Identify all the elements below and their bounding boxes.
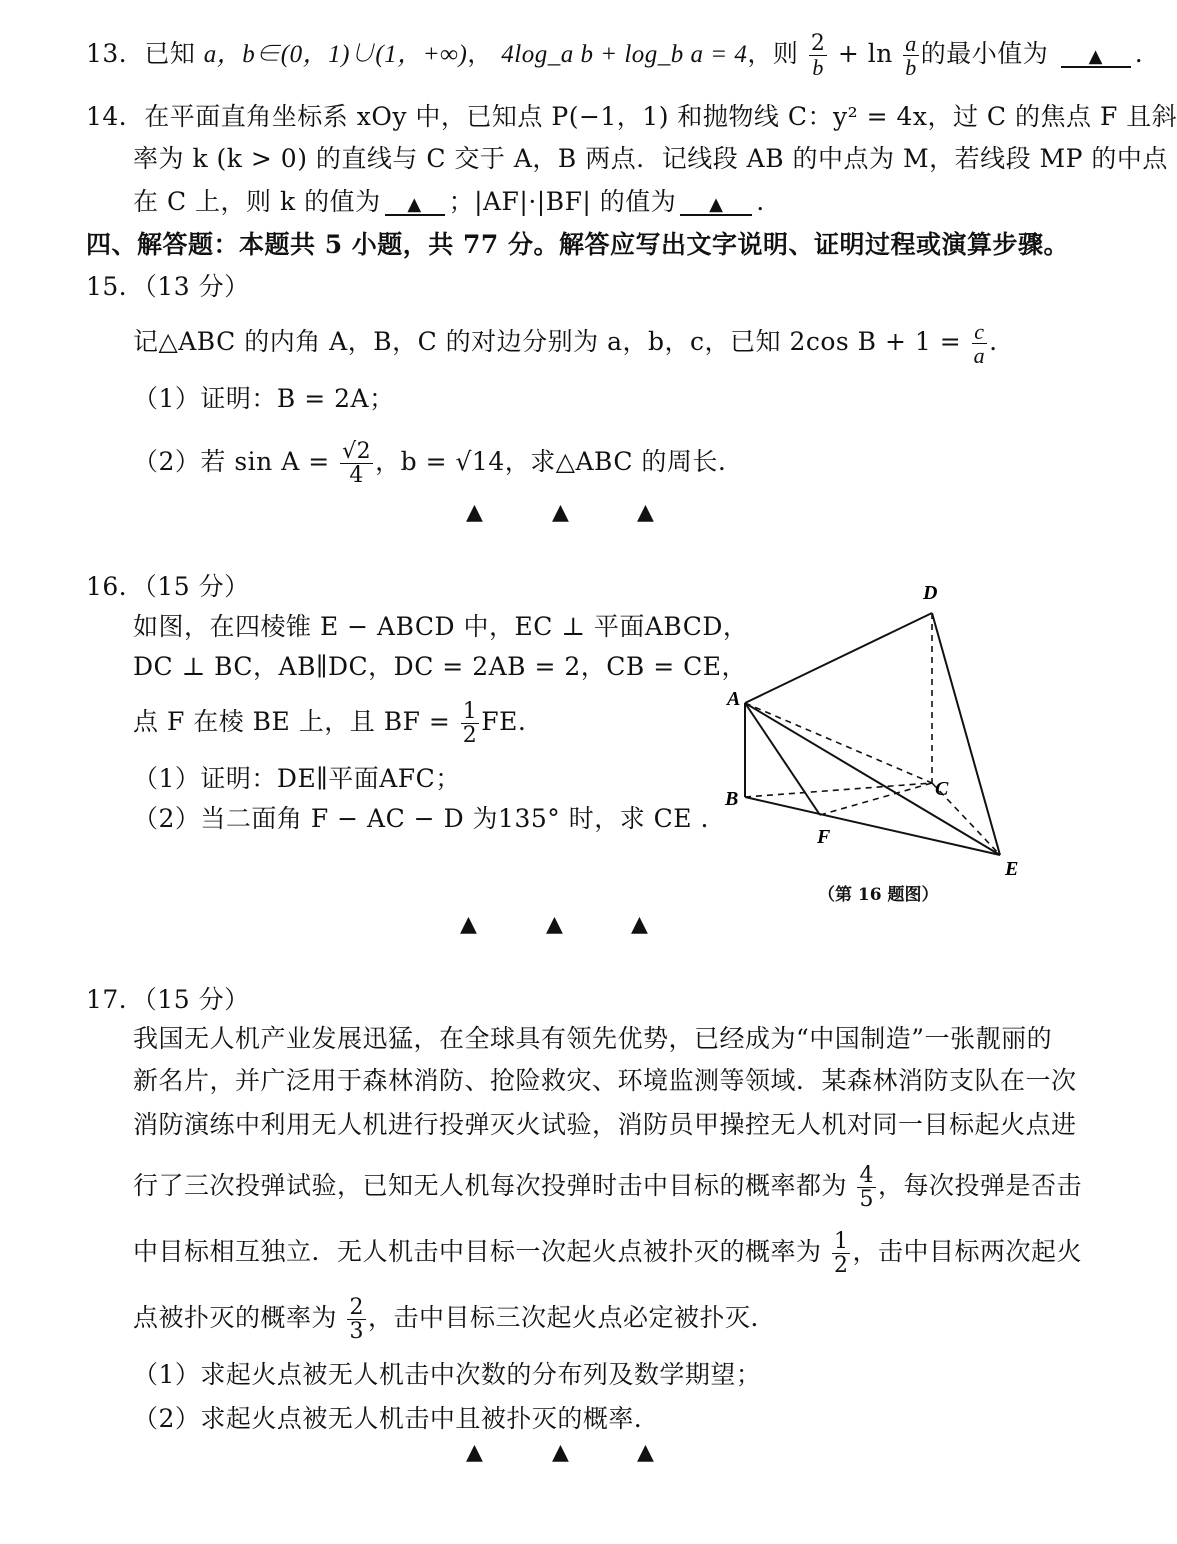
q17-line-1: 我国无人机产业发展迅猛，在全球具有领先优势，已经成为“中国制造”一张靓丽的: [133, 1024, 1053, 1053]
q15-fraction: [972, 320, 988, 367]
q16-pyramid-figure: [715, 575, 1035, 885]
q13-text-3: 的最小值为: [920, 39, 1049, 69]
q14-text-a: 在 C 上，则 k 的值为: [133, 187, 381, 216]
q17-f3-den: 3: [349, 1319, 364, 1345]
q17-f1-num: 4: [859, 1163, 874, 1188]
q14-blank-2: [680, 189, 752, 216]
q13-text-1: 已知: [144, 39, 196, 69]
q14-text-b: ；|AF|·|BF| 的值为: [448, 187, 677, 216]
q17-part-1: （1）求起火点被无人机击中次数的分布列及数学期望；: [133, 1360, 762, 1389]
q17-fraction-1-2: [832, 1230, 851, 1277]
q13-fraction-2: [903, 32, 919, 79]
end-mark: ▲: [552, 1440, 569, 1465]
q17-line-2: 新名片，并广泛用于森林消防、抢险救灾、环境监测等领域．某森林消防支队在一次: [133, 1066, 1077, 1095]
q15-frac-den: a: [973, 343, 986, 369]
q13-f1-num: 2: [810, 31, 826, 56]
q15-p2-frac-num: √2: [342, 439, 372, 464]
q17-line-6-text-a: 点被扑灭的概率为: [133, 1303, 338, 1333]
q16-line-2: DC ⊥ BC，AB∥DC，DC = 2AB = 2，CB = CE，: [133, 652, 747, 681]
q13-vars: a，b∈(0，1)∪(1，+∞): [203, 41, 468, 69]
q13-plus-ln: + ln: [837, 39, 893, 69]
q17-f2-num: 1: [833, 1229, 849, 1254]
q15-stem-end: .: [989, 327, 998, 357]
q13-f1-den: b: [812, 55, 824, 81]
q17-line-4-text-b: ，每次投弹是否击: [877, 1171, 1082, 1201]
q16-frac-num: 1: [462, 699, 478, 724]
q17-line-5-text-b: ，击中目标两次起火: [852, 1237, 1082, 1267]
q13-text-2: ，则: [747, 39, 799, 69]
end-mark: ▲: [637, 500, 654, 525]
end-mark: ▲: [460, 912, 477, 937]
q13-fraction-1: [809, 32, 828, 79]
q13-end: .: [1134, 39, 1144, 69]
q15-part-2-text-b: ，b = √14，求△ABC 的周长.: [375, 447, 727, 477]
vertex-label-b: B: [725, 788, 739, 810]
q17-fraction-2-3: [347, 1296, 366, 1343]
q17-line-5: [133, 1230, 1082, 1277]
q14-blank-1: [385, 189, 445, 216]
q17-fraction-4-5: [857, 1164, 876, 1211]
end-mark: ▲: [466, 500, 483, 525]
end-mark: ▲: [552, 500, 569, 525]
end-mark: ▲: [637, 1440, 654, 1465]
q16-figure-caption: （第 16 题图）: [818, 885, 939, 905]
end-mark: ▲: [631, 912, 648, 937]
q17-part-2: （2）求起火点被无人机击中且被扑灭的概率．: [133, 1404, 660, 1433]
q13-number: 13．: [86, 39, 145, 69]
q17-line-3: 消防演练中利用无人机进行投弹灭火试验，消防员甲操控无人机对同一目标起火点进: [133, 1110, 1077, 1139]
vertex-label-f: F: [817, 826, 831, 848]
q14-line-2: 率为 k (k > 0) 的直线与 C 交于 A，B 两点．记线段 AB 的中点为 M，若线段 MP 的中点: [133, 144, 1168, 173]
q16-line-3-text-b: FE.: [481, 707, 527, 737]
q13-answer-blank: [1061, 41, 1131, 68]
q15-stem-text: 记△ABC 的内角 A，B，C 的对边分别为 a，b，c，已知 2cos B + 1 =: [133, 327, 962, 357]
q13-f2-den: b: [905, 55, 917, 81]
vertex-label-c: C: [935, 778, 949, 800]
end-mark: ▲: [546, 912, 563, 937]
q16-header: 16．（15 分）: [86, 572, 250, 601]
vertex-label-a: A: [727, 688, 741, 710]
vertex-label-e: E: [1005, 858, 1019, 880]
q17-f1-den: 5: [859, 1187, 874, 1213]
q13-equation: 4log_a b + log_b a = 4: [501, 41, 748, 69]
q13-f2-num: a: [905, 31, 917, 56]
q14-line-1: 14．在平面直角坐标系 xOy 中，已知点 P(−1，1) 和抛物线 C：y² = 4x，过 C 的焦点 F 且斜: [86, 102, 1177, 131]
q16-part-2: （2）当二面角 F − AC − D 为135° 时，求 CE .: [133, 804, 709, 833]
q17-line-5-text-a: 中目标相互独立．无人机击中目标一次起火点被扑灭的概率为: [133, 1237, 822, 1267]
q17-line-6: [133, 1296, 776, 1343]
q14-blank-1-mark: ▲: [407, 194, 422, 215]
q15-part-2-text-a: （2）若 sin A =: [133, 447, 330, 477]
q16-line-3-text-a: 点 F 在棱 BE 上，且 BF =: [133, 707, 451, 737]
q16-line-1: 如图，在四棱锥 E − ABCD 中，EC ⊥ 平面ABCD，: [133, 612, 749, 641]
q14-blank-2-mark: ▲: [709, 194, 724, 215]
q13-blank-mark: ▲: [1088, 46, 1103, 68]
q14-line-3: [133, 187, 765, 217]
end-mark: ▲: [466, 1440, 483, 1465]
q15-stem: [133, 320, 998, 367]
section-4-header: 四、解答题：本题共 5 小题，共 77 分。解答应写出文字说明、证明过程或演算步骤。: [86, 230, 1070, 259]
q16-line-3: [133, 700, 526, 747]
q15-part-2: [133, 440, 726, 487]
q17-header: 17．（15 分）: [86, 985, 250, 1014]
q13-sep: ，: [467, 39, 493, 69]
q17-line-4: [133, 1164, 1082, 1211]
q17-f3-num: 2: [349, 1295, 364, 1320]
q17-line-6-text-b: ，击中目标三次起火点必定被扑灭．: [367, 1303, 776, 1333]
q16-part-1: （1）证明：DE∥平面AFC；: [133, 764, 461, 793]
q17-line-4-text-a: 行了三次投弹试验，已知无人机每次投弹时击中目标的概率都为: [133, 1171, 848, 1201]
q13-line: [86, 32, 1143, 79]
q15-header: 15．（13 分）: [86, 272, 250, 301]
q15-frac-num: c: [972, 320, 988, 344]
q15-p2-frac-den: 4: [349, 463, 364, 489]
vertex-label-d: D: [923, 582, 938, 604]
q16-fraction: [461, 700, 480, 747]
q14-text-c: .: [756, 187, 765, 216]
q15-part-2-fraction: [340, 440, 373, 487]
q15-part-1: （1）证明：B = 2A；: [133, 384, 395, 413]
q16-frac-den: 2: [462, 723, 478, 749]
q17-f2-den: 2: [833, 1253, 849, 1279]
